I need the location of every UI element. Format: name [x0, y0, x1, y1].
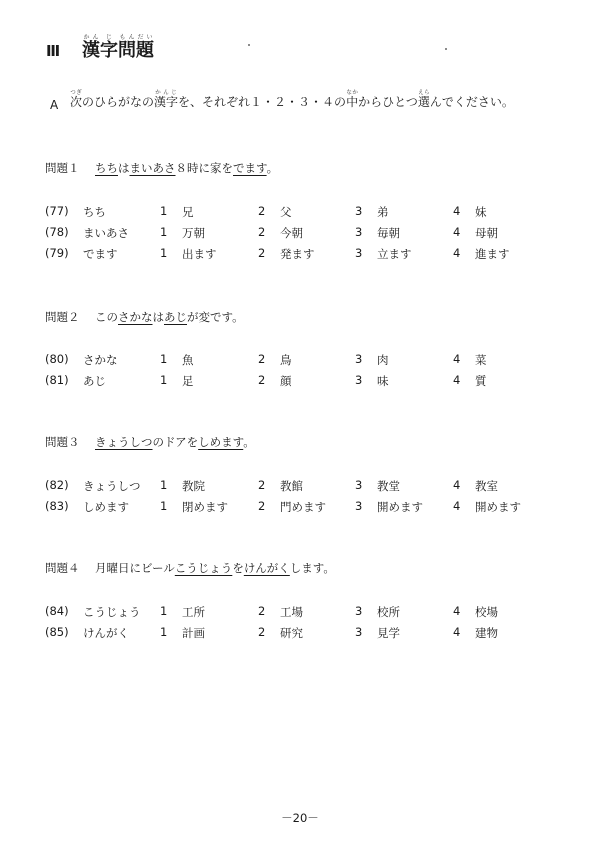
option-kanji: 足 [182, 374, 194, 388]
option-number: 4 [453, 373, 461, 387]
answer-row [45, 625, 565, 641]
option-kanji: 建物 [475, 626, 498, 640]
underlined-target-word: こうじょう [174, 561, 233, 575]
answer-row [45, 604, 565, 620]
underlined-target-word: けんがく [243, 561, 290, 575]
option-kanji: 今朝 [280, 226, 303, 240]
title-char: 字じ [100, 34, 118, 61]
option-number: 3 [355, 246, 363, 260]
speck [445, 48, 447, 50]
instruction-text: 次つぎのひらがなの漢字かんじを、それぞれ１・２・３・４の中なかからひとつ選えらんでください。 [70, 90, 514, 109]
underlined-target-word: しめます [198, 435, 244, 449]
option-kanji: 顔 [280, 374, 292, 388]
option-number: 3 [355, 225, 363, 239]
option-kanji: 閉めます [182, 500, 228, 514]
option-kanji: 兄 [182, 205, 194, 219]
option-number: 3 [355, 352, 363, 366]
underlined-target-word: でます [233, 161, 267, 175]
option-number: 3 [355, 478, 363, 492]
sentence-text: が変です。 [187, 310, 244, 324]
option-number: 4 [453, 352, 461, 366]
sentence-text: は [152, 310, 164, 324]
section-number: Ⅲ [46, 42, 62, 60]
option-number: 4 [453, 604, 461, 618]
question-title [45, 160, 278, 176]
answer-row [45, 499, 565, 515]
option-number: 2 [258, 246, 266, 260]
option-kanji: 菜 [475, 353, 487, 367]
option-kanji: 教室 [475, 479, 498, 493]
option-kanji: 肉 [377, 353, 389, 367]
option-number: 1 [160, 225, 168, 239]
item-number: (81) [45, 373, 69, 387]
option-kanji: 校所 [377, 605, 400, 619]
title-char: 問もん [118, 34, 136, 61]
underlined-target-word: きょうしつ [95, 435, 153, 449]
option-number: 1 [160, 246, 168, 260]
option-number: 4 [453, 499, 461, 513]
option-number: 2 [258, 225, 266, 239]
item-reading: あじ [83, 374, 106, 388]
option-number: 2 [258, 478, 266, 492]
section-title [82, 34, 154, 62]
option-kanji: 妹 [475, 205, 487, 219]
option-kanji: 工所 [182, 605, 205, 619]
answer-row [45, 225, 565, 241]
option-number: 3 [355, 373, 363, 387]
option-number: 3 [355, 604, 363, 618]
option-kanji: 質 [475, 374, 487, 388]
item-number: (85) [45, 625, 69, 639]
option-kanji: 鳥 [280, 353, 292, 367]
option-kanji: 研究 [280, 626, 303, 640]
sentence-text: のドアを [152, 435, 199, 449]
option-kanji: 発ます [280, 247, 315, 261]
item-number: (83) [45, 499, 69, 513]
option-number: 4 [453, 204, 461, 218]
item-number: (78) [45, 225, 69, 239]
option-number: 2 [258, 373, 266, 387]
option-number: 2 [258, 499, 266, 513]
sentence-text: ８時に家を [175, 161, 233, 175]
option-number: 1 [160, 478, 168, 492]
option-number: 1 [160, 499, 168, 513]
instruction-letter: A [50, 98, 59, 112]
item-reading: まいあさ [83, 226, 129, 240]
option-kanji: 魚 [182, 353, 194, 367]
option-number: 2 [258, 604, 266, 618]
underlined-target-word: あじ [164, 310, 187, 324]
option-number: 4 [453, 625, 461, 639]
option-kanji: 母朝 [475, 226, 498, 240]
option-kanji: 味 [377, 374, 389, 388]
question-label: 問題３ [45, 435, 80, 449]
option-kanji: 校場 [475, 605, 498, 619]
option-number: 4 [453, 478, 461, 492]
sentence-text: この [95, 310, 118, 324]
item-reading: けんがく [83, 626, 129, 640]
item-reading: しめます [83, 500, 129, 514]
item-reading: こうじょう [83, 605, 141, 619]
option-number: 1 [160, 204, 168, 218]
option-kanji: 工場 [280, 605, 303, 619]
sentence-text: します。 [289, 561, 335, 575]
item-number: (79) [45, 246, 69, 260]
answer-row [45, 478, 565, 494]
question-label: 問題４ [45, 561, 80, 575]
option-number: 1 [160, 352, 168, 366]
option-kanji: 立ます [377, 247, 412, 261]
option-number: 3 [355, 625, 363, 639]
option-number: 2 [258, 625, 266, 639]
item-reading: でます [83, 247, 118, 261]
page-number: －20－ [281, 811, 319, 825]
option-kanji: 進ます [475, 247, 510, 261]
item-number: (84) [45, 604, 69, 618]
item-number: (77) [45, 204, 69, 218]
answer-row [45, 373, 565, 389]
question-title [45, 560, 335, 576]
underlined-target-word: まいあさ [129, 161, 176, 175]
sentence-text: を [232, 561, 244, 575]
option-number: 4 [453, 246, 461, 260]
option-kanji: 見学 [377, 626, 400, 640]
sentence-text: は [118, 161, 130, 175]
item-number: (82) [45, 478, 69, 492]
question-label: 問題１ [45, 161, 80, 175]
option-kanji: 教館 [280, 479, 303, 493]
option-kanji: 開めます [377, 500, 423, 514]
sentence-text: 。 [243, 435, 255, 449]
underlined-target-word: さかな [118, 310, 153, 324]
option-kanji: 教堂 [377, 479, 400, 493]
option-number: 1 [160, 604, 168, 618]
option-number: 3 [355, 499, 363, 513]
option-number: 1 [160, 625, 168, 639]
underlined-target-word: ちち [95, 161, 118, 175]
item-number: (80) [45, 352, 69, 366]
option-kanji: 計画 [182, 626, 205, 640]
item-reading: ちち [83, 205, 106, 219]
answer-row [45, 246, 565, 262]
option-kanji: 毎朝 [377, 226, 400, 240]
question-title [45, 309, 244, 325]
option-number: 1 [160, 373, 168, 387]
option-kanji: 出ます [182, 247, 217, 261]
item-reading: さかな [83, 353, 118, 367]
title-char: 漢かん [82, 34, 100, 61]
answer-row [45, 352, 565, 368]
option-number: 4 [453, 225, 461, 239]
answer-row [45, 204, 565, 220]
option-number: 2 [258, 352, 266, 366]
question-label: 問題２ [45, 310, 80, 324]
title-char: 題だい [136, 34, 154, 61]
sentence-text: 月曜日にビール [95, 561, 175, 575]
option-kanji: 門めます [280, 500, 326, 514]
option-kanji: 万朝 [182, 226, 205, 240]
option-kanji: 弟 [377, 205, 389, 219]
option-number: 2 [258, 204, 266, 218]
option-kanji: 父 [280, 205, 292, 219]
option-kanji: 開めます [475, 500, 521, 514]
option-number: 3 [355, 204, 363, 218]
item-reading: きょうしつ [83, 479, 141, 493]
sentence-text: 。 [266, 161, 279, 175]
question-title [45, 434, 255, 450]
speck [248, 44, 250, 46]
option-kanji: 教院 [182, 479, 205, 493]
